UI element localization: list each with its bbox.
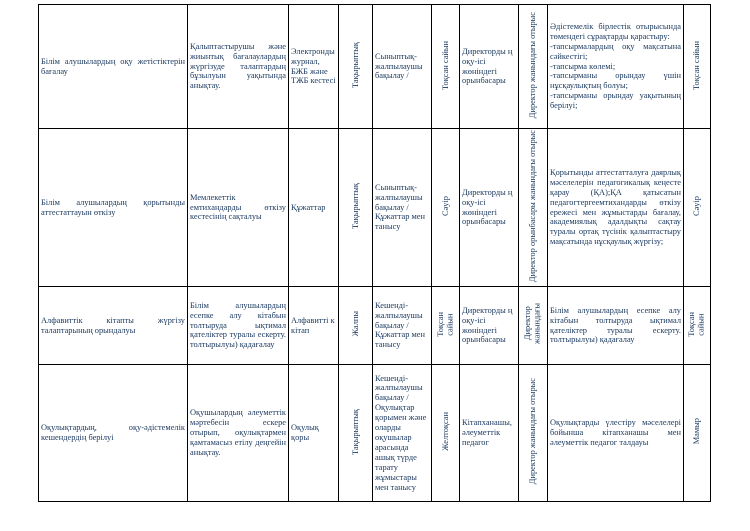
control-object-cell: Алфавитті к кітап [289, 287, 339, 365]
control-form-cell [432, 129, 460, 287]
control-subject-cell: Білім алушылардың оқу жетістіктерін бағалау [39, 5, 188, 129]
control-type-text: Тақырыптық [350, 183, 360, 230]
repeat-term-text: Тоқсан сайын [687, 311, 706, 337]
control-type-cell [339, 365, 373, 502]
control-type-text: Тақырыптық [350, 408, 360, 455]
table-row [39, 365, 711, 502]
control-object-cell: Құжаттар [289, 129, 339, 287]
control-subject-cell: Оқулықтардың, оқу-әдістемелік кешендердің берілуі [39, 365, 188, 502]
responsible-cell: Кітапханашы, әлеуметтік педагог [460, 365, 519, 502]
control-form-text: Тоқсан сайын [435, 311, 455, 337]
control-method-cell: Сыныптық-жалпылаушы бақылау / Құжаттар мен танысу [373, 129, 432, 287]
control-form-cell [432, 365, 460, 502]
control-goal-cell: Білім алушылардың есепке алу кітабын толтыруда ықтимал қателіктер туралы ескерту. толтырылуы) қадағалау [188, 287, 289, 365]
control-method-cell: Сыныптық-жалпылаушы бақылау / [373, 5, 432, 129]
control-form-cell [432, 287, 460, 365]
control-form-text: Сәуір [440, 196, 450, 217]
management-decision-cell: Әдістемелік бірлестік отырысында төмендегі сұрақтарды қарастыру: -тапсырмалардың оқу мақсатына сәйкестігі; -тапсырма көлемі; -тапсырманы орындау үшін нұсқаулықтың болуы; -тапсырманы орындау уақытының берілуі; [548, 5, 684, 129]
responsible-cell: Директорды ң оқу-ісі жөніндегі орынбасары [460, 5, 519, 129]
control-object-cell: Оқулық қоры [289, 365, 339, 502]
review-place-text: Директор жанындағы отырыс [528, 11, 538, 119]
repeat-term-cell [684, 129, 711, 287]
control-type-cell [339, 129, 373, 287]
control-form-text: Желтоқсан [440, 412, 450, 451]
repeat-term-cell [684, 5, 711, 129]
control-form-text: Тоқсан сайын [440, 40, 450, 90]
control-type-cell [339, 287, 373, 365]
management-decision-cell: Қорытынды аттестатталуға даярлық мәселелерін педагогикалық кеңесте қарау (ҚА);ҚА қатысатын педагогтергеемтихандарды өткізу ережесі мен жұмыстарды бағалау, академиялық адалдықты сақтау туралы ортақ түсінік қалыптастыру мақсатында нұсқаулық жүргізу; [548, 129, 684, 287]
control-subject-cell: Алфавиттік кітапты жүргізу талаптарының орындалуы [39, 287, 188, 365]
control-plan-table [38, 4, 711, 502]
responsible-cell: Директорды ң оқу-ісі жөніндегі орынбасары [460, 129, 519, 287]
control-goal-cell: Мемлекеттік емтихандарды өткізу кестесінің сақталуы [188, 129, 289, 287]
control-type-text: Тақырыптық [350, 42, 360, 89]
review-place-cell [519, 365, 548, 502]
control-form-cell [432, 5, 460, 129]
repeat-term-cell [684, 365, 711, 502]
review-place-text: Директор жанындағы [523, 303, 542, 345]
review-place-cell [519, 287, 548, 365]
management-decision-cell: Білім алушылардың есепке алу кітабын толтыруда ықтимал қателіктер туралы ескерту. толтырылуы) қадағалау [548, 287, 684, 365]
review-place-text: Директор жанындағы отырыс [528, 378, 538, 485]
control-method-cell: Кешенді-жалпылаушы бақылау / Оқулықтар қорымен және оларды оқушылар арасында ашық түрде тарату жұмыстары мен танысу [373, 365, 432, 502]
control-type-cell [339, 5, 373, 129]
control-goal-cell: Оқушылардың әлеуметтік мәртебесін ескере отырып, оқулықтармен қамтамасыз етілу деңгейін анықтау. [188, 365, 289, 502]
repeat-term-text: Тоқсан сайын [692, 40, 702, 90]
control-object-cell: Электронды журнал, БЖБ және ТЖБ кестесі [289, 5, 339, 129]
control-subject-cell: Білім алушылардың қорытынды аттестаттауын өткізу [39, 129, 188, 287]
table-row [39, 287, 711, 365]
control-goal-cell: Қалыптастырушы және жиынтық бағалаулардың жүргізуде талаптардың бұзылуын уақытында анықтау. [188, 5, 289, 129]
table-row [39, 5, 711, 129]
table-row [39, 129, 711, 287]
management-decision-cell: Оқулықтарды үлестіру мәселелері бойынша кітапханашы мен әлеуметтік педагог талдауы [548, 365, 684, 502]
review-place-text: Директор орынбасары жанындағы отырыс [528, 130, 538, 283]
review-place-cell [519, 5, 548, 129]
repeat-term-text: Сәуір [692, 196, 702, 217]
repeat-term-text: Мамыр [692, 418, 702, 445]
repeat-term-cell [684, 287, 711, 365]
responsible-cell: Директорды ң оқу-ісі жөніндегі орынбасары [460, 287, 519, 365]
control-type-text: Жалпы [350, 311, 360, 337]
review-place-cell [519, 129, 548, 287]
control-method-cell: Кешенді-жалпылаушы бақылау / Құжаттар мен танысу [373, 287, 432, 365]
